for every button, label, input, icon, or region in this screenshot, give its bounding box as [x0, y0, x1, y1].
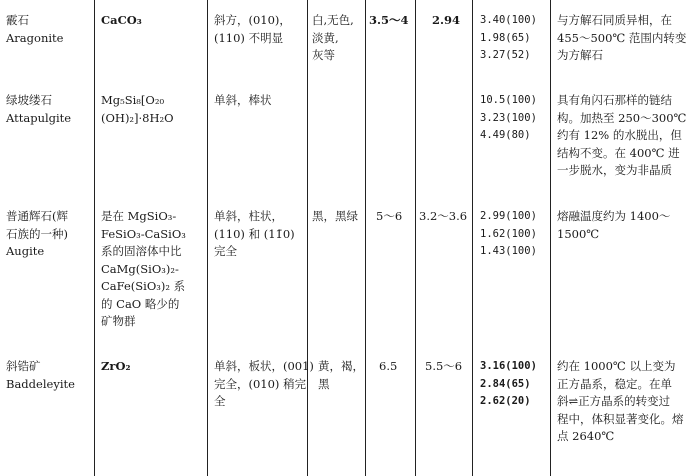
crystal-system-line: 完全: [214, 244, 237, 258]
notes-line: 正方晶系，稳定。在单: [557, 376, 672, 391]
formula-cell: [101, 208, 186, 331]
xray-cell: [480, 12, 537, 65]
mineral-name-cn: 普通辉石(辉: [6, 209, 68, 223]
notes-line: 一步脱水，变为非晶质: [557, 163, 672, 177]
notes-cell: [557, 358, 684, 446]
xray-line: 3.16(100): [480, 360, 537, 372]
formula-cell: [101, 358, 131, 376]
crystal-system-line: (110) 不明显: [214, 30, 284, 45]
crystal-system-line: 单斜，棒状: [214, 93, 272, 107]
xray-cell: [480, 358, 537, 411]
density-cell: [419, 208, 467, 226]
notes-line: 程中，体积显著变化。熔: [557, 411, 684, 426]
mineral-name-en: Augite: [6, 244, 45, 258]
notes-line: 具有角闪石那样的链结: [557, 93, 672, 107]
mineral-name-en: Attapulgite: [6, 110, 72, 125]
crystal-system-line: 全: [214, 394, 226, 408]
mineral-name-cell: [6, 208, 68, 261]
mineral-name-cell: [6, 358, 75, 393]
notes-line: 约有 12% 的水脱出，但: [557, 128, 682, 142]
color-cell: [318, 358, 364, 393]
xray-cell: [480, 208, 537, 261]
formula-line: FeSiO₃-CaSiO₃: [101, 226, 186, 241]
color-line: 淡黄,: [312, 30, 339, 45]
notes-line: 点 2640℃: [557, 429, 615, 443]
formula-cell: [101, 92, 174, 127]
color-line: 黄，褐，: [318, 359, 364, 373]
notes-line: 为方解石: [557, 48, 603, 62]
crystal-system-cell: [214, 358, 314, 411]
mineral-name-cn: 霰石: [6, 13, 29, 27]
xray-line: 3.23(100): [480, 111, 537, 124]
xray-line: 3.27(52): [480, 49, 531, 61]
column-divider: [472, 0, 473, 476]
color-line: 白,无色,: [312, 13, 354, 27]
formula-line: 的 CaO 略少的: [101, 296, 180, 311]
notes-line: 斜⇌正方晶系的转变过: [557, 394, 671, 408]
xray-line: 1.43(100): [480, 245, 537, 257]
crystal-system-line: 完全，(010) 稍完: [214, 376, 307, 391]
xray-line: 3.40(100): [480, 14, 537, 26]
formula-line: CaMg(SiO₃)₂-: [101, 261, 179, 276]
mineral-name-cell: [6, 92, 71, 127]
mineral-name-cn: 绿坡缕石: [6, 93, 52, 107]
xray-cell: [480, 92, 537, 145]
density-value: 3.2～3.6: [419, 209, 468, 223]
formula-line: (OH)₂]·8H₂O: [101, 110, 174, 125]
crystal-system-line: 单斜，柱状，: [214, 209, 283, 223]
notes-cell: [557, 208, 670, 243]
notes-line: 构。加热至 250～300℃: [557, 110, 687, 125]
crystal-system-line: 斜方，(010)，: [214, 13, 291, 27]
xray-line: 2.84(65): [480, 377, 531, 390]
color-line: 灰等: [312, 48, 335, 62]
density-value: 2.94: [432, 13, 461, 27]
notes-cell: [557, 92, 686, 180]
density-cell: [432, 12, 460, 30]
xray-line: 2.62(20): [480, 395, 531, 407]
crystal-system-cell: [214, 208, 295, 261]
notes-line: 与方解石同质异相，在: [557, 13, 672, 27]
formula-line: 是在 MgSiO₃-: [101, 209, 177, 223]
column-divider: [550, 0, 551, 476]
density-value: 5.5～6: [425, 359, 463, 373]
formula-line: 矿物群: [101, 314, 136, 328]
mineral-name-cn: 斜锆矿: [6, 359, 41, 373]
density-cell: [425, 358, 462, 376]
hardness-value: 5～6: [376, 209, 403, 223]
notes-line: 约在 1000℃ 以上变为: [557, 359, 676, 373]
notes-line: 熔融温度约为 1400～: [557, 209, 671, 223]
color-line: 黑: [318, 376, 330, 391]
hardness-cell: [379, 358, 397, 376]
color-line: 黑，黑绿: [312, 209, 358, 223]
column-divider: [415, 0, 416, 476]
crystal-system-line: (110) 和 (11̄0): [214, 226, 295, 241]
crystal-system-line: 单斜，板状，(001): [214, 359, 314, 373]
hardness-value: 3.5～4: [369, 13, 409, 27]
xray-line: 10.5(100): [480, 94, 537, 106]
xray-line: 4.49(80): [480, 129, 531, 141]
notes-line: 455～500℃ 范围内转变: [557, 30, 687, 45]
notes-line: 1500℃: [557, 226, 600, 241]
column-divider: [365, 0, 366, 476]
xray-line: 1.98(65): [480, 31, 531, 44]
mineral-name-en: Aragonite: [6, 30, 64, 45]
mineral-name-cn: 石族的一种): [6, 226, 68, 241]
formula-line: Mg₅Si₈[O₂₀: [101, 93, 165, 107]
mineral-name-en: Baddeleyite: [6, 376, 75, 391]
notes-line: 结构不变。在 400℃ 进: [557, 145, 680, 160]
mineral-name-cell: [6, 12, 63, 47]
formula-cell: [101, 12, 142, 30]
formula-line: 系的固溶体中比: [101, 244, 182, 258]
formula-line: CaFe(SiO₃)₂ 系: [101, 279, 186, 293]
hardness-cell: [369, 12, 409, 30]
crystal-system-cell: [214, 12, 291, 47]
xray-line: 1.62(100): [480, 227, 537, 240]
column-divider: [207, 0, 208, 476]
column-divider: [94, 0, 95, 476]
crystal-system-cell: [214, 92, 272, 110]
hardness-cell: [376, 208, 402, 226]
formula-line: ZrO₂: [101, 359, 131, 373]
color-cell: [312, 12, 354, 65]
formula-line: CaCO₃: [101, 13, 142, 27]
color-cell: [312, 208, 358, 226]
xray-line: 2.99(100): [480, 210, 537, 222]
notes-cell: [557, 12, 686, 65]
hardness-value: 6.5: [379, 359, 398, 373]
